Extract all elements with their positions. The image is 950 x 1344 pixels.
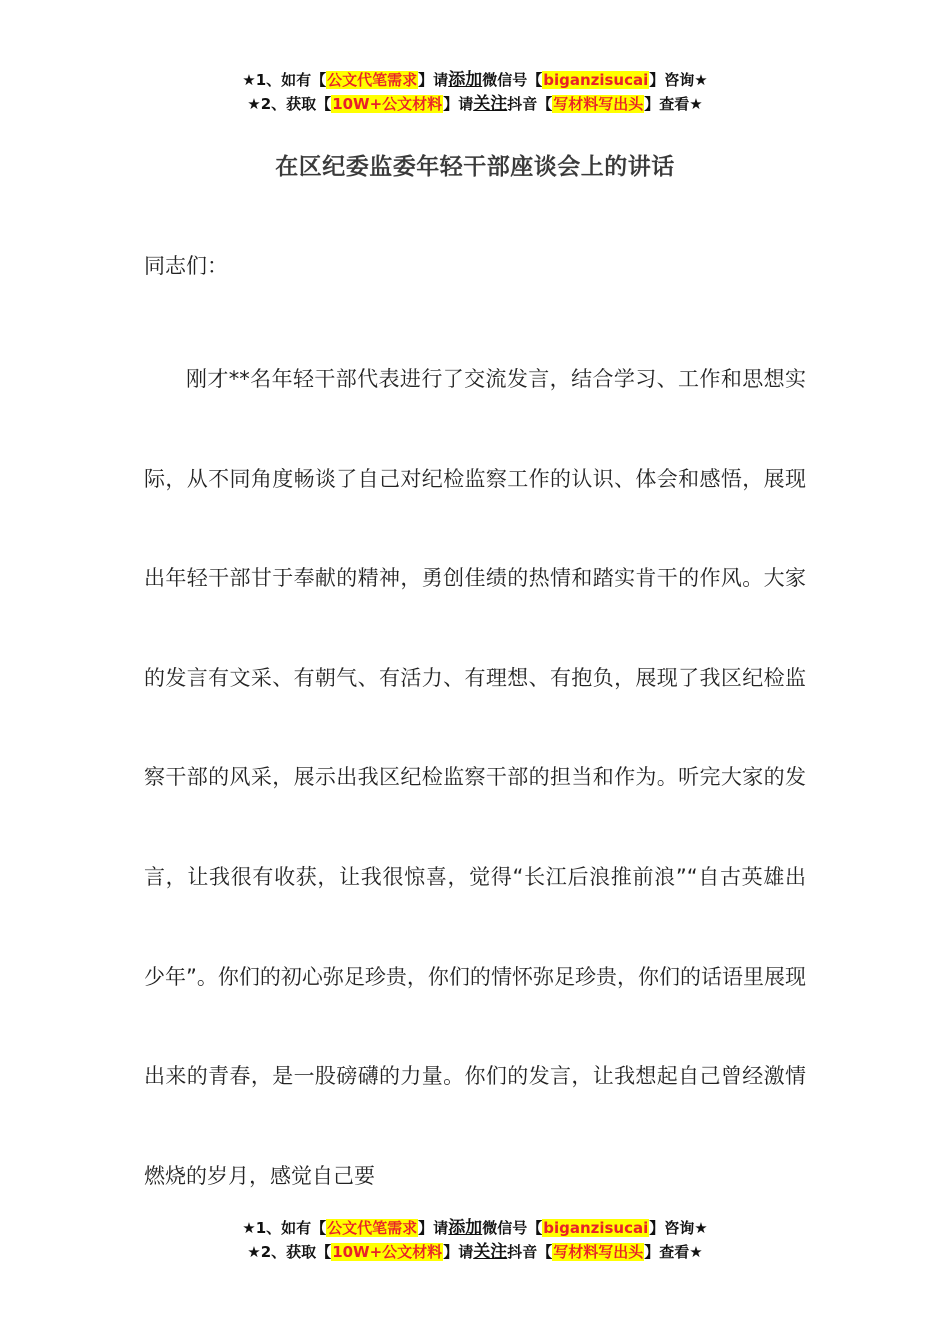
banner-text: 抖音【 bbox=[507, 1243, 553, 1261]
banner-text: 】请 bbox=[443, 95, 474, 113]
underlined-keyword: 关注 bbox=[473, 94, 508, 114]
banner-line-2 bbox=[0, 92, 950, 116]
banner-text: 】请 bbox=[418, 1219, 449, 1237]
banner-line-1 bbox=[0, 68, 950, 92]
banner-text: 】咨询★ bbox=[649, 71, 708, 89]
underlined-keyword: 添加 bbox=[448, 1218, 483, 1238]
banner-line-2 bbox=[0, 1240, 950, 1264]
banner-text: 】查看★ bbox=[644, 95, 703, 113]
underlined-keyword: 关注 bbox=[473, 1242, 508, 1262]
banner-text: ★1、如有【 bbox=[242, 71, 327, 89]
banner-text: 】咨询★ bbox=[649, 1219, 708, 1237]
body-paragraph: 刚才**名年轻干部代表进行了交流发言，结合学习、工作和思想实际，从不同角度畅谈了自己对纪检监察工作的认识、体会和感悟，展现出年轻干部甘于奉献的精神，勇创佳绩的热情和踏实肯干的作风。大家的发言有文采、有朝气、有活力、有理想、有抱负，展现了我区纪检监察干部的风采，展示出我区纪检监察干部的担当和作为。听完大家的发言，让我很有收获，让我很惊喜，觉得“长江后浪推前浪”“自古英雄出少年”。你们的初心弥足珍贵，你们的情怀弥足珍贵，你们的话语里展现出来的青春，是一股磅礴的力量。你们的发言，让我想起自己曾经激情燃烧的岁月，感觉自己要 bbox=[144, 367, 806, 1188]
banner-text: 】查看★ bbox=[644, 1243, 703, 1261]
header-banner bbox=[0, 68, 950, 116]
highlight-douyin-account: 写材料写出头 bbox=[553, 1243, 644, 1261]
underlined-keyword: 添加 bbox=[448, 70, 483, 90]
banner-text: 微信号【 bbox=[482, 71, 543, 89]
highlight-materials: 10W+公文材料 bbox=[332, 1243, 443, 1261]
banner-text: 抖音【 bbox=[507, 95, 553, 113]
highlight-service: 公文代笔需求 bbox=[327, 71, 418, 89]
highlight-materials: 10W+公文材料 bbox=[332, 95, 443, 113]
highlight-service: 公文代笔需求 bbox=[327, 1219, 418, 1237]
banner-text: 】请 bbox=[443, 1243, 474, 1261]
greeting: 同志们： bbox=[144, 254, 228, 278]
banner-text: 】请 bbox=[418, 71, 449, 89]
banner-text: ★1、如有【 bbox=[242, 1219, 327, 1237]
banner-text: ★2、获取【 bbox=[247, 1243, 332, 1261]
banner-text: 微信号【 bbox=[482, 1219, 543, 1237]
highlight-douyin-account: 写材料写出头 bbox=[553, 95, 644, 113]
footer-banner bbox=[0, 1216, 950, 1264]
document-title: 在区纪委监委年轻干部座谈会上的讲话 bbox=[275, 154, 675, 180]
highlight-wechat-id: biganzisucai bbox=[543, 1219, 649, 1237]
banner-line-1 bbox=[0, 1216, 950, 1240]
banner-text: ★2、获取【 bbox=[247, 95, 332, 113]
highlight-wechat-id: biganzisucai bbox=[543, 71, 649, 89]
